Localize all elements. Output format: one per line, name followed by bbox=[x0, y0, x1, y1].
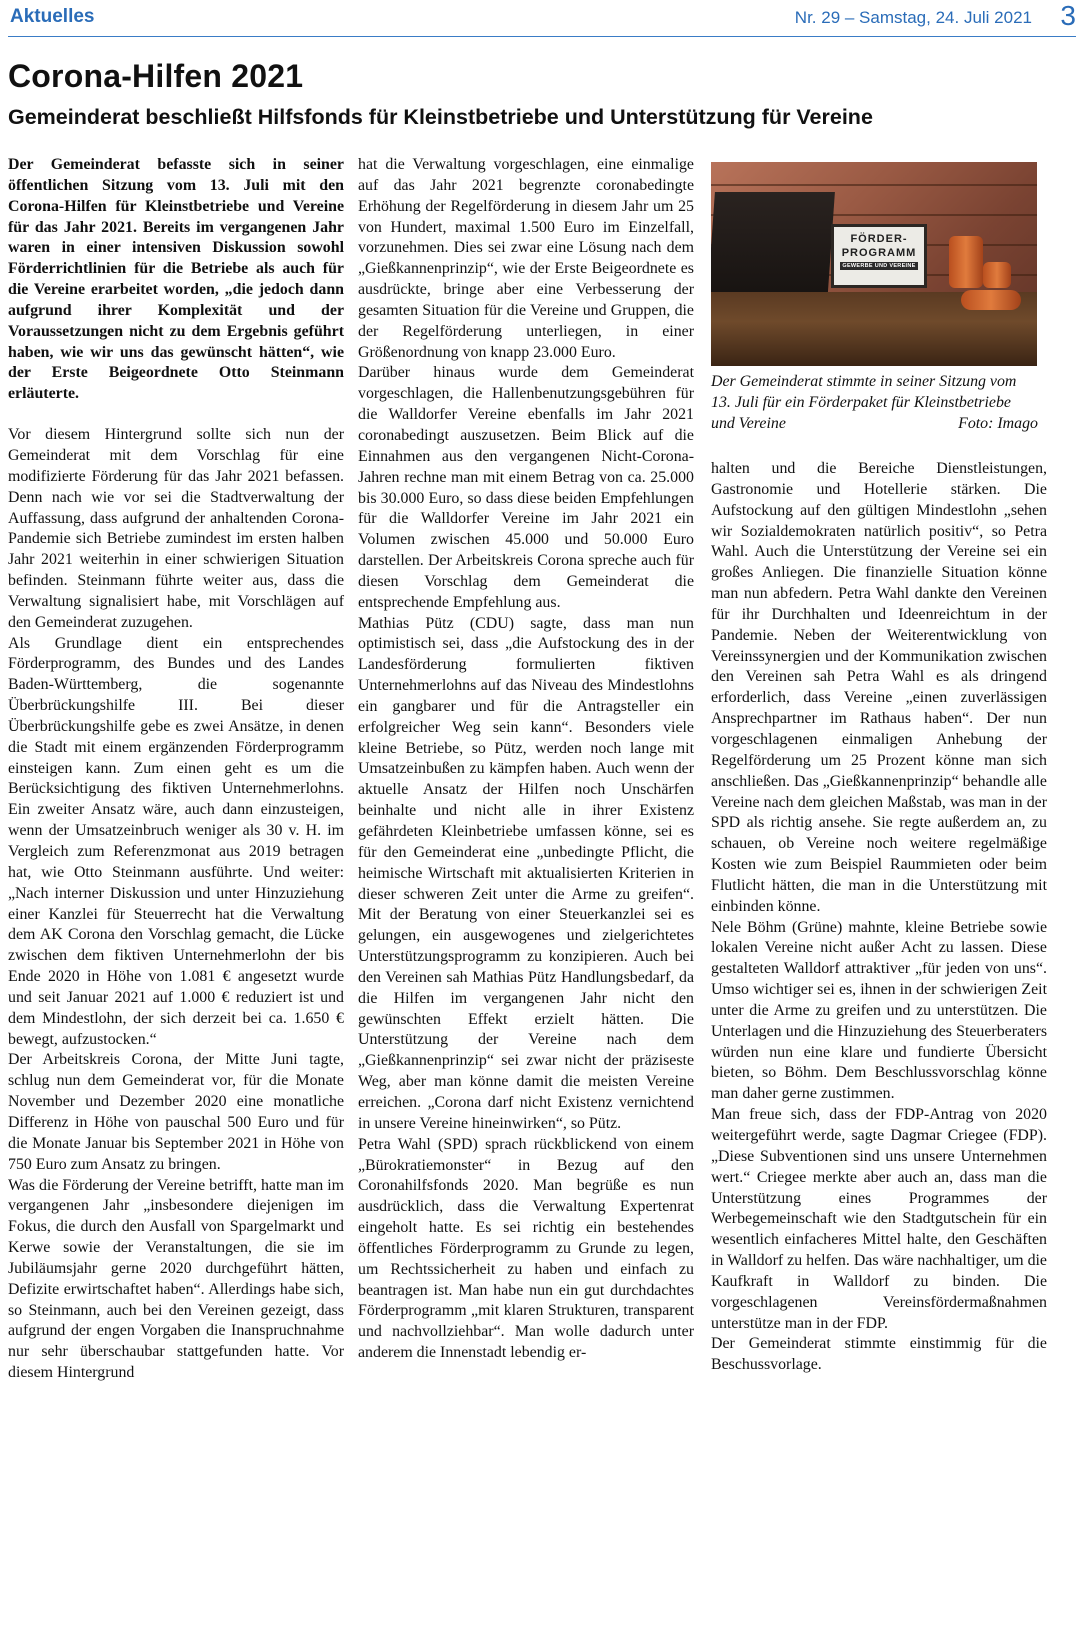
caption-text: Der Gemeinderat stimmte in seiner Sitzung vom 13. Juli für ein Förderpaket für Kleinstbetriebe und Vereine bbox=[711, 373, 1017, 432]
paragraph: Als Grundlage dient ein entsprechendes Förderprogramm, des Bundes und des Landes Baden-Württemberg, die sogenannte Überbrückungshilfe III. Bei dieser Überbrückungshilfe gebe es zwei Ansätze, in denen die Stadt mit einem ergänzenden Förderprogramm einsteigen kann. Zum einen geht es um die Berücksichtigung des fiktiven Unternehmerlohns. Ein zweiter Ansatz wäre, auch dann einzusteigen, wenn der Umsatzeinbruch weniger als 30 v. H. im Vergleich zum Referenzmonat aus 2019 betragen hat, wie Otto Steinmann ausführte. Und weiter: „Nach interner Diskussion und unter Hinzuziehung einer Kanzlei für Steuerrecht hat die Verwaltung dem AK Corona den Vorschlag gemacht, die Lücke zwischen dem fiktiven Unternehmerlohn der bis Ende 2020 in Höhe von 1.081 € angesetzt wurde und seit Januar 2021 auf 1.000 € reduziert ist und dem Mindestlohn, der sich derzeit bei ca. 1.650 € bewegt, aufzustocken.“ bbox=[8, 634, 344, 1048]
paragraph: hat die Verwaltung vorgeschlagen, eine einmalige auf das Jahr 2021 begrenzte coronabedingte Erhöhung der Regelförderung in diesem Jahr um 25 von Hundert, maximal 1.500 Euro im Einzelfall, vorzunehmen. Dies sei zwar eine Lösung nach dem „Gießkannenprinzip“, wie der Erste Beigeordnete es ausdrückte, bringe aber eine Verbesserung der gesamten Situation für die Vereine und Gruppen, die der Regelförderung unterliegen, in einer Größenordnung von knapp 23.000 Euro. bbox=[358, 156, 694, 361]
sign-line-1: FÖRDER- bbox=[850, 233, 908, 245]
paragraph: Der Arbeitskreis Corona, der Mitte Juni tagte, schlug nun dem Gemeinderat vor, für die Monate November und Dezember 2020 eine monatliche Differenz in Höhe von pauschal 500 Euro und für die Monate Januar bis September 2021 in Höhe von 750 Euro zum Ansatz zu bringen. bbox=[8, 1051, 344, 1173]
photo-credit: Foto: Imago bbox=[958, 415, 1038, 432]
article-title: Corona-Hilfen 2021 bbox=[8, 58, 304, 94]
article-column-1 bbox=[8, 155, 344, 1384]
issue-date: Nr. 29 – Samstag, 24. Juli 2021 bbox=[794, 8, 1032, 27]
paragraph: Man freue sich, dass der FDP-Antrag von 2020 weitergeführt werde, sagte Dagmar Criegee (FDP). „Diese Subventionen sind uns unsere Unternehmen wert.“ Criegee merkte aber auch an, dass man die Unterstützung eines Programmes der Werbegemeinschaft wie den Stadtgutschein für ein wesentlich einfacheres Mittel halte, den Geschäften in Walldorf zu helfen. Das wäre nachhaltiger, um die Kaufkraft in Walldorf zu binden. Die vorgeschlagenen Vereinsfördermaßnahmen unterstütze man in der FDP. bbox=[711, 1106, 1047, 1332]
article-column-2 bbox=[358, 155, 694, 1364]
photo-caption bbox=[711, 371, 1038, 434]
paragraph: halten und die Bereiche Dienstleistungen, Gastronomie und Hotellerie stärken. Die Aufstockung auf den gültigen Mindestlohn „sehen wir Sozialdemokraten natürlich positiv“, so Petra Wahl. Auch die Unterstützung der Vereine sei ein großes Anliegen. Die finanzielle Situation könne man nun abfedern. Petra Wahl dankte den Vereinen für ihr Durchhalten und Ideenreichtum in der Pandemie. Neben der Weiterentwicklung von Vereinssynergien und der Kommunikation zwischen den Vereinen sah Petra Wahl es als dringend erforderlich, dass Vereine „einen zuverlässigen Ansprechpartner im Rathaus haben“. Der nun vorgeschlagenen einmaligen Anhebung der Regelförderung um 25 Prozent könne man sich anschließen. Das „Gießkannenprinzip“ behandle alle Vereine nach dem gleichen Maßstab, was man in der SPD als richtig ansehe. Sie regte außerdem an, zu schauen, ob Vereine noch weitere regelmäßige Kosten wie zum Beispiel Raummieten oder beim Flutlicht hätten, die man in die Unterstützung mit einbinden könne. bbox=[711, 460, 1047, 915]
paragraph: Nele Böhm (Grüne) mahnte, kleine Betriebe sowie lokalen Vereine nicht außer Acht zu lassen. Diese gestalteten Walldorf attraktiver „für jeden von uns“. Umso wichtiger sei es, ihnen in der schwierigen Zeit unter die Arme zu greifen und zu unterstützen. Die Unterlagen und die Hinzuziehung des Steuerberaters würden nun eine klare und fundierte Übersicht bieten, so Böhm. Dem Beschlussvorschlag könne man daher gerne zustimmen. bbox=[711, 918, 1047, 1103]
section-label: Aktuelles bbox=[10, 6, 95, 27]
article-photo bbox=[711, 162, 1037, 366]
sign-line-3: GEWERBE UND VEREINE bbox=[840, 262, 918, 270]
paragraph: Mathias Pütz (CDU) sagte, dass man nun optimistisch sei, dass „die Aufstockung des in der Landesförderung formulierten fiktiven Unternehmerlohns auf das Niveau des Mindestlohns ein gangbarer und für die Antragsteller ein erfolgreicher Weg sein kann“. Besonders viele kleine Betriebe, so Pütz, werden noch lange mit Umsatzeinbußen zu kämpfen haben. Auch wenn der aktuelle Ansatz der Hilfen noch Unschärfen beinhalte und nicht alle in ihrer Existenz gefährdeten Kleinbetriebe umfassen könne, sei es für den Gemeinderat eine „unbedingte Pflicht, die heimische Wirtschaft mit aktualisierten Kriterien in dieser schweren Zeit unter die Arme zu greifen“. Mit der Beratung von einer Steuerkanzlei sei es gelungen, ein ausgewogenes und zielgerichtetes Unterstützungsprogramm zu konzipieren. Auch bei den Vereinen sah Mathias Pütz Handlungsbedarf, da die Hilfen im vergangenen Jahr nicht den gewünschten Effekt erzielt hätten. Die Unterstützung der Vereine nach dem „Gießkannenprinzip“ sei zwar nicht der präziseste Weg, aber man könne damit die meisten Vereine erreichen. „Corona darf nicht Existenz vernichtend in unsere Vereine hineinwirken“, so Pütz. bbox=[358, 614, 694, 1132]
dumbbell-shape bbox=[961, 290, 1021, 310]
dumbbell-shape bbox=[949, 236, 983, 288]
paragraph: Darüber hinaus wurde dem Gemeinderat vorgeschlagen, die Hallenbenutzungsgebühren für die Walldorfer Vereine ebenfalls im Jahr 2021 coronabedingt auszusetzen. Beim Blick auf die Einnahmen aus den vergangenen Nicht-Corona-Jahren rechne man mit einem Betrag von ca. 25.000 bis 30.000 Euro, so dass diese beiden Empfehlungen für die Walldorfer Vereine im Jahr 2021 ein Volumen zwischen 45.000 und 50.000 Euro darstellen. Der Arbeitskreis Corona spreche auch für diesen Vorschlag dem Gemeinderat die entsprechende Empfehlung aus. bbox=[358, 364, 694, 611]
paragraph: Der Gemeinderat stimmte einstimmig für die Beschussvorlage. bbox=[711, 1335, 1047, 1374]
paragraph: Petra Wahl (SPD) sprach rückblickend von einem „Bürokratiemonster“ in Bezug auf den Coronahilfsfonds 2020. Man begrüße es nun ausdrücklich, dass die Verwaltung Expertenrat eingeholt hatte. Es sei richtig ein bestehendes öffentliches Förderprogramm zu Grunde zu legen, um Rechtssicherheit zu haben und einfach zu beantragen ist. Man habe nun ein gut durchdachtes Förderprogramm „mit klaren Strukturen, transparent und nachvollziehbar“. Man wolle dadurch unter anderem die Innenstadt lebendig er- bbox=[358, 1135, 694, 1362]
paragraph: Vor diesem Hintergrund sollte sich nun der Gemeinderat mit dem Vorschlag für eine modifizierte Förderung für das Jahr 2021 befassen. Denn nach wie vor sei die Stadtverwaltung der Auffassung, dass aufgrund der anhaltenden Corona-Pandemie sich Betriebe zumindest im ersten halben Jahr 2021 weiterhin in einer schwierigen Situation befinden. Steinmann führte weiter aus, dass die Verwaltung signalisiert habe, mit Vorschlägen auf den Gemeinderat zuzugehen. bbox=[8, 426, 344, 631]
article-column-3 bbox=[711, 459, 1047, 1376]
page-header bbox=[8, 0, 1076, 37]
lightbox-sign bbox=[831, 224, 927, 288]
sign-line-2: PROGRAMM bbox=[841, 247, 917, 259]
page-number: 3 bbox=[1060, 0, 1076, 31]
laptop-shape bbox=[711, 192, 835, 304]
dumbbell-shape bbox=[983, 262, 1011, 288]
article-lead: Der Gemeinderat befasste sich in seiner öffentlichen Sitzung vom 13. Juli mit den Corona-Hilfen für Kleinstbetriebe und Vereine für das Jahr 2021. Bereits im vergangenen Jahr waren in einer intensiven Diskussion sowohl Förderrichtlinien für die Betriebe als auch für die Vereine erarbeitet worden, „die jedoch dann aufgrund ihrer Komplexität und der Voraussetzungen nicht zu dem Ergebnis geführt haben, wie wir uns das gewünscht hätten“, wie der Erste Beigeordnete Otto Steinmann erläuterte. bbox=[8, 156, 344, 403]
paragraph: Was die Förderung der Vereine betrifft, hatte man im vergangenen Jahr „insbesondere diejenigen im Fokus, die durch den Ausfall von Spargelmarkt und Kerwe sowie der Veranstaltungen, die sie im Jubiläumsjahr gerne 2020 durchgeführt hätten, Defizite erwirtschaftet haben“. Allerdings habe sich, so Steinmann, auch bei den Vereinen gezeigt, dass aufgrund der engen Vorgaben die Inanspruchnahme nur sehr überschaubar stattgefunden hatte. Vor diesem Hintergrund bbox=[8, 1176, 344, 1382]
article-subtitle: Gemeinderat beschließt Hilfsfonds für Kleinstbetriebe und Unterstützung für Vereine bbox=[8, 105, 873, 129]
